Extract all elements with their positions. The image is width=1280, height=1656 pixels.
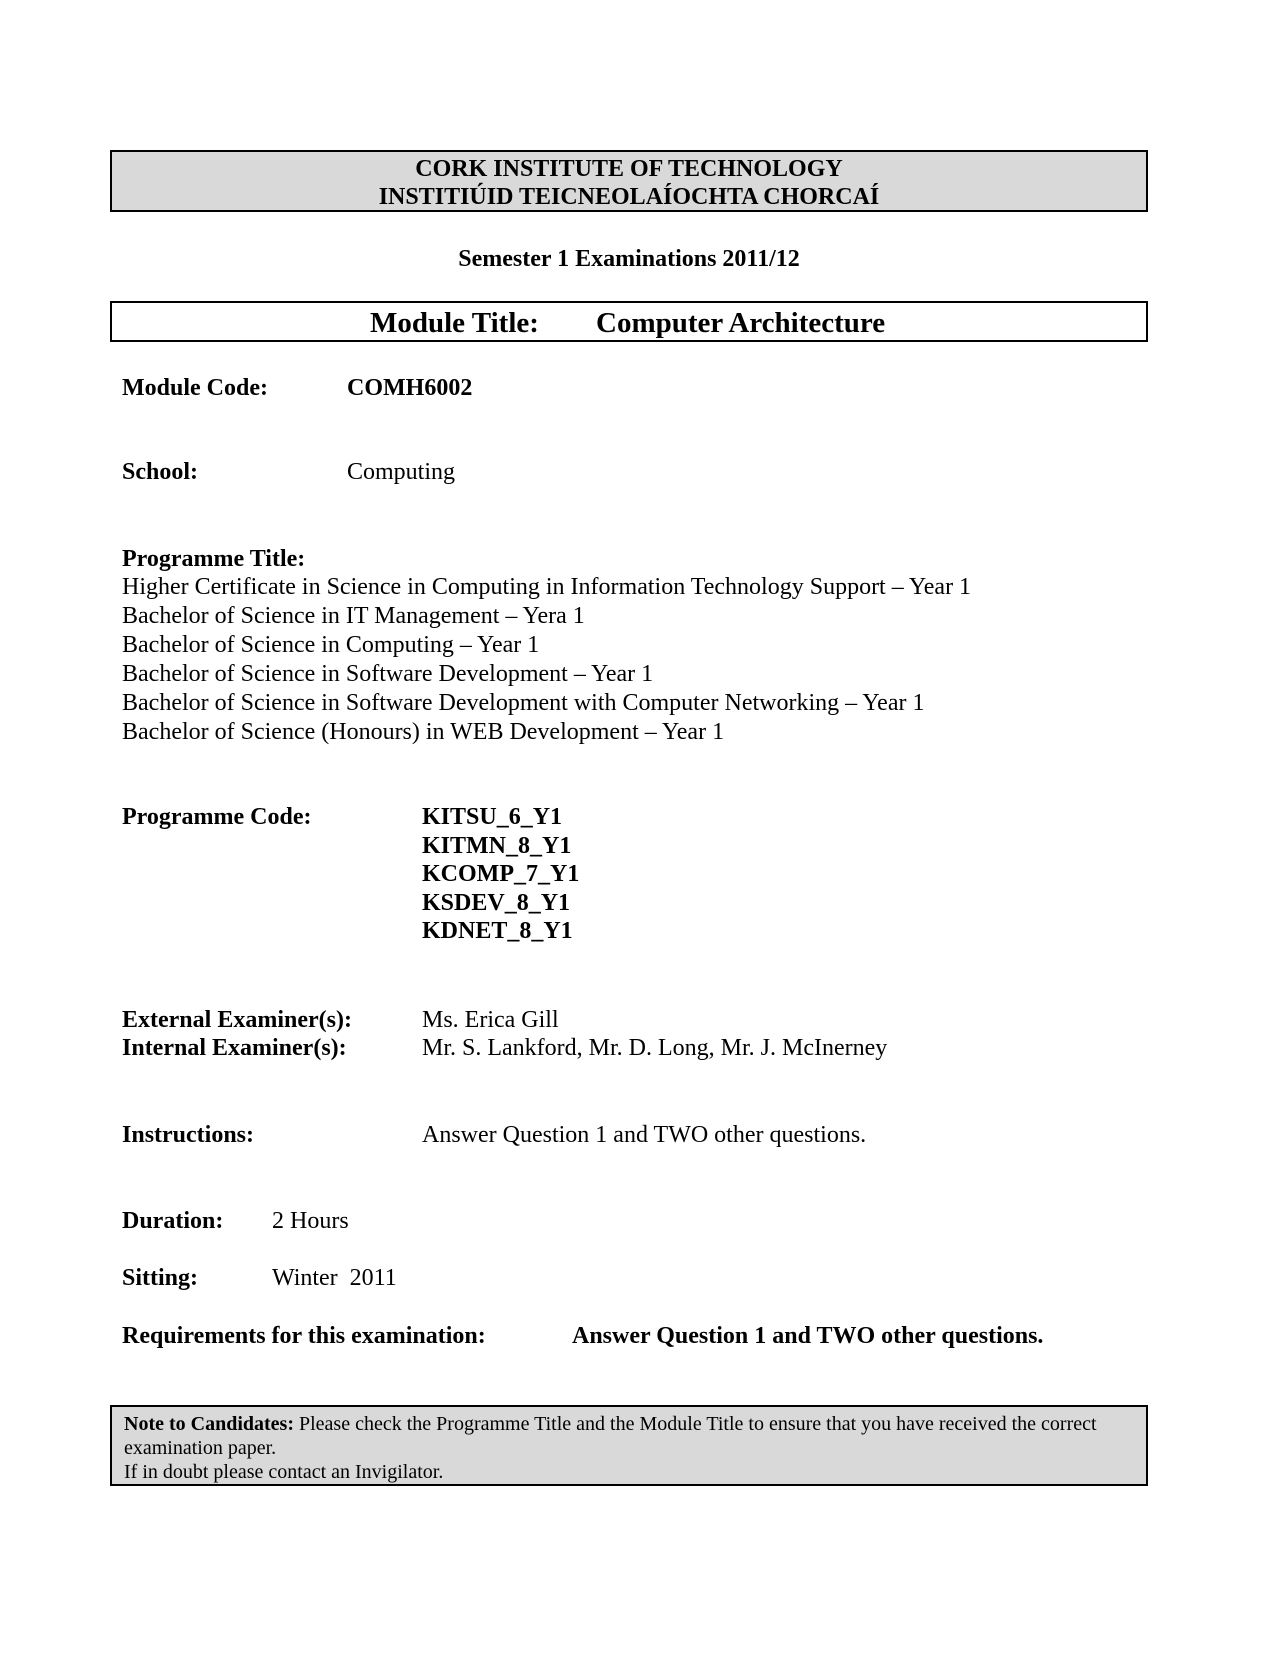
instructions-value: Answer Question 1 and TWO other questions. [422, 1122, 867, 1148]
programme-code-label: Programme Code: [122, 804, 312, 830]
instructions-label: Instructions: [122, 1122, 255, 1148]
module-title-label: Module Title: [370, 307, 539, 339]
institution-header [110, 150, 1148, 212]
programme-code-list [422, 803, 579, 946]
school-value: Computing [347, 459, 456, 485]
external-examiner-value: Ms. Erica Gill [422, 1007, 559, 1033]
requirements-label: Requirements for this examination: [122, 1323, 486, 1349]
sitting-label: Sitting: [122, 1265, 199, 1291]
programme-title-item: Bachelor of Science in Software Development with Computer Networking – Year 1 [122, 690, 925, 716]
external-examiner-label: External Examiner(s): [122, 1007, 352, 1033]
programme-title-item: Bachelor of Science in Software Development – Year 1 [122, 661, 654, 687]
programme-title-item: Bachelor of Science in Computing – Year 1 [122, 632, 540, 658]
module-code-value: COMH6002 [347, 375, 473, 401]
institution-name-english: CORK INSTITUTE OF TECHNOLOGY [415, 156, 843, 182]
programme-title-list [122, 573, 971, 747]
requirements-value: Answer Question 1 and TWO other questions. [572, 1323, 1044, 1349]
internal-examiner-value: Mr. S. Lankford, Mr. D. Long, Mr. J. McInerney [422, 1035, 888, 1061]
note-text: Please check the Programme Title and the Module Title to ensure that you have received the correct examination paper. [124, 1413, 1097, 1459]
programme-code-item: KCOMP_7_Y1 [422, 861, 580, 887]
programme-title-item: Bachelor of Science in IT Management – Yera 1 [122, 603, 585, 629]
sitting-value: Winter 2011 [272, 1265, 397, 1291]
programme-code-item: KDNET_8_Y1 [422, 918, 573, 944]
module-title-value: Computer Architecture [596, 307, 886, 339]
module-code-label: Module Code: [122, 375, 268, 401]
institution-name-irish: INSTITIÚID TEICNEOLAÍOCHTA CHORCAÍ [378, 184, 880, 210]
duration-value: 2 Hours [272, 1208, 349, 1234]
module-title-box [110, 301, 1148, 342]
programme-title-label: Programme Title: [122, 546, 306, 572]
duration-label: Duration: [122, 1208, 224, 1234]
semester-title: Semester 1 Examinations 2011/12 [458, 246, 800, 272]
note-label: Note to Candidates: [124, 1413, 294, 1435]
programme-code-item: KITSU_6_Y1 [422, 804, 563, 830]
school-label: School: [122, 459, 199, 485]
programme-code-item: KITMN_8_Y1 [422, 832, 572, 859]
programme-title-item: Bachelor of Science (Honours) in WEB Development – Year 1 [122, 719, 725, 745]
note-to-candidates [110, 1405, 1148, 1486]
internal-examiner-label: Internal Examiner(s): [122, 1035, 347, 1061]
note-invigilator-line: If in doubt please contact an Invigilator. [124, 1461, 444, 1483]
programme-title-item: Higher Certificate in Science in Computing in Information Technology Support – Year 1 [122, 574, 972, 600]
programme-code-item: KSDEV_8_Y1 [422, 889, 571, 916]
